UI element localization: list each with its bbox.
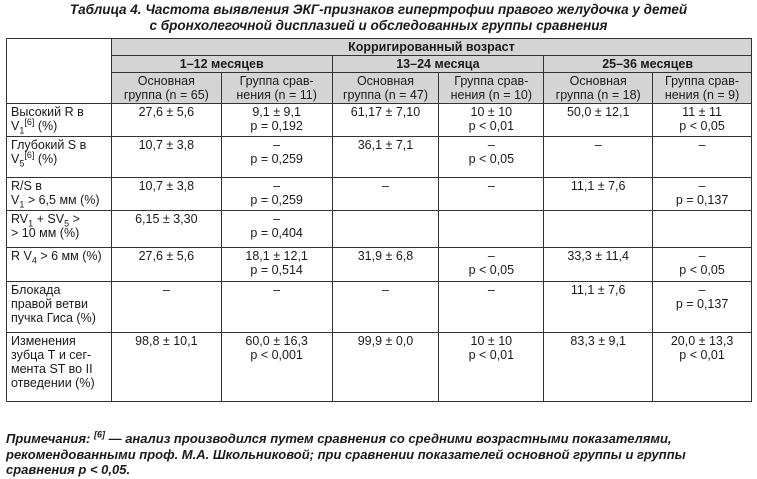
table-cell: 27,6 ± 5,6 [111, 104, 221, 137]
header-corrected-age: Корригированный возраст [111, 39, 751, 56]
caption-line-2: с бронхолегочной дисплазией и обследованных группы сравнения [149, 18, 608, 33]
table-cell: – р < 0,05 [653, 248, 752, 282]
table-row [7, 248, 752, 282]
row-label: R/S в $V_1 > 6,5$ мм (%) [7, 178, 112, 211]
header-group-1-12: 1–12 месяцев [111, 56, 332, 73]
table-caption [0, 0, 757, 34]
table-cell: 61,17 ± 7,10 [332, 104, 439, 137]
table-cell: 10 ± 10 р < 0,01 [439, 104, 544, 137]
column-header: Основная группа (n = 18) [544, 73, 653, 104]
table-cell: 9,1 ± 9,1 р = 0,192 [221, 104, 332, 137]
table-cell: – р = 0,259 [221, 137, 332, 178]
table-cell: 11,1 ± 7,6 [544, 282, 653, 333]
table-cell: 31,9 ± 6,8 [332, 248, 439, 282]
table-cell: – [221, 282, 332, 333]
row-label: Высокий R в $V_1[6]$ (%) [7, 104, 112, 137]
table-cell: 11 ± 11 р < 0,05 [653, 104, 752, 137]
row-label: $RV_1 + SV_5$ > > 10 мм (%) [7, 211, 112, 248]
table-cell: – р < 0,05 [439, 137, 544, 178]
data-table [6, 38, 752, 402]
table-cell: – [439, 178, 544, 211]
table-cell: 27,6 ± 5,6 [111, 248, 221, 282]
row-label: R $V_4 > 6$ мм (%) [7, 248, 112, 282]
header-group-25-36: 25–36 месяцев [544, 56, 752, 73]
table-cell [439, 211, 544, 248]
table-cell: – р = 0,404 [221, 211, 332, 248]
footnote-text-2: рекомендованными проф. М.А. Школьниковой; при сравнении показателей основной группы и группы [6, 446, 686, 462]
table-cell: – р = 0,137 [653, 282, 752, 333]
column-header: Группа срав- нения (n = 11) [221, 73, 332, 104]
table-cell: 33,3 ± 11,4 [544, 248, 653, 282]
footnote-ref: [6] [93, 429, 105, 440]
table-cell: – [544, 137, 653, 178]
table-cell: 10,7 ± 3,8 [111, 137, 221, 178]
table-row [7, 104, 752, 137]
table-cell: – [653, 137, 752, 178]
table-cell: 10,7 ± 3,8 [111, 178, 221, 211]
footnote-text-3: сравнения р < 0,05. [6, 462, 131, 477]
row-label: Изменения зубца Т и сег- мента ST во II отведении (%) [7, 333, 112, 402]
table-cell [653, 211, 752, 248]
table-cell [544, 211, 653, 248]
table-cell: 20,0 ± 13,3 р < 0,01 [653, 333, 752, 402]
caption-label: Таблица 4. [69, 2, 142, 17]
column-header: Группа срав- нения (n = 10) [439, 73, 544, 104]
column-header: Основная группа (n = 47) [332, 73, 439, 104]
table-cell: 36,1 ± 7,1 [332, 137, 439, 178]
table-cell: 60,0 ± 16,3 р < 0,001 [221, 333, 332, 402]
table-cell: – [439, 282, 544, 333]
row-label: Блокада правой ветви пучка Гиса (%) [7, 282, 112, 333]
table-row [7, 137, 752, 178]
table-cell: – [332, 178, 439, 211]
row-label: Глубокий S в $V_5[6]$ (%) [7, 137, 112, 178]
column-header: Группа срав- нения (n = 9) [653, 73, 752, 104]
table-cell: – р = 0,137 [653, 178, 752, 211]
footnote-text-1: — анализ производился путем сравнения со средними возрастными показателями, [104, 431, 672, 446]
table-cell: 10 ± 10 р < 0,01 [439, 333, 544, 402]
table-row [7, 178, 752, 211]
table-cell: – [111, 282, 221, 333]
table-cell: – р = 0,259 [221, 178, 332, 211]
table-row [7, 333, 752, 402]
table-cell: 99,9 ± 0,0 [332, 333, 439, 402]
footnote-prefix: Примечания: [6, 431, 91, 446]
column-header: Основная группа (n = 65) [111, 73, 221, 104]
table-row [7, 211, 752, 248]
table-cell: 50,0 ± 12,1 [544, 104, 653, 137]
header-group-13-24: 13–24 месяца [332, 56, 544, 73]
table-cell: 98,8 ± 10,1 [111, 333, 221, 402]
table-cell: 18,1 ± 12,1 р = 0,514 [221, 248, 332, 282]
table-footnote [6, 431, 752, 478]
table-cell: 6,15 ± 3,30 [111, 211, 221, 248]
table-cell: – [332, 282, 439, 333]
table-cell: 11,1 ± 7,6 [544, 178, 653, 211]
table-cell: – р < 0,05 [439, 248, 544, 282]
header-corner [7, 39, 112, 104]
caption-line-1: Частота выявления ЭКГ-признаков гипертрофии правого желудочка у детей [145, 2, 688, 17]
table-cell [332, 211, 439, 248]
table-row [7, 282, 752, 333]
table-cell: 83,3 ± 9,1 [544, 333, 653, 402]
